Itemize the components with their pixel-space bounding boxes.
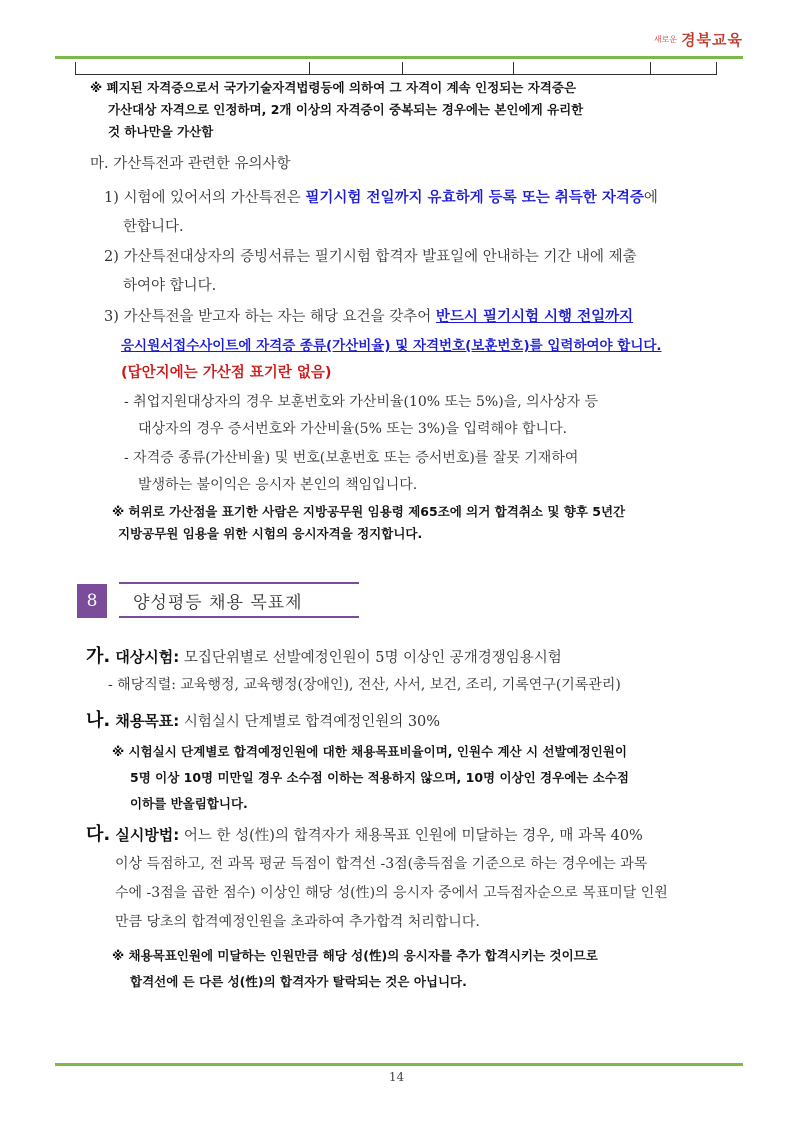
na-note (112, 739, 732, 817)
da-line: 만큼 당초의 합격예정인원을 초과하여 추가합격 처리합니다. (115, 914, 480, 930)
ma-item-1-highlight: 필기시험 전일까지 유효하게 등록 또는 취득한 자격증 (305, 190, 644, 206)
header-divider (55, 56, 743, 59)
cert-note-line: 것 하나만을 가산함 (108, 124, 214, 139)
ma-item-3-text: 3) 가산특전을 받고자 하는 자는 해당 요건을 갖추어 (104, 309, 436, 325)
ga-item (86, 642, 562, 673)
ga-marker: 가. (86, 646, 111, 667)
da-note (112, 943, 732, 995)
ma-item-1-text: 1) 시험에 있어서의 가산특전은 (104, 190, 306, 206)
ma-item-2: 2) 가산특전대상자의 증빙서류는 필기시험 합격자 발표일에 안내하는 기간 내에 제출 (104, 249, 637, 265)
ma-item-3-cont (121, 331, 662, 361)
ma-item-1-text: 에 (643, 190, 658, 206)
da-line: 이상 득점하고, 전 과목 평균 득점이 합격선 -3점(총득점을 기준으로 하는 경우에는 과목 (115, 856, 648, 872)
da-text: 어느 한 성(性)의 합격자가 채용목표 인원에 미달하는 경우, 매 과목 40% (179, 828, 643, 844)
ma-dash-2: - 자격증 종류(가산비율) 및 번호(보훈번호 또는 증서번호)를 잘못 기재하여 (124, 450, 579, 466)
ma-item-1-cont: 한합니다. (123, 219, 184, 235)
na-note-line: 5명 이상 10명 미만일 경우 소수점 이하는 적용하지 않으며, 10명 이상인 경우에는 소수점 (130, 770, 629, 785)
ma-item-3-red (121, 358, 332, 388)
page-number: 14 (388, 1070, 405, 1084)
section-title: 양성평등 채용 목표제 (119, 582, 359, 618)
na-note-line: 이하를 반올림합니다. (130, 796, 248, 811)
table-remnant (75, 62, 717, 75)
false-claim-note (112, 501, 732, 545)
ma-item-3-highlight: 반드시 필기시험 시행 전일까지 (435, 309, 634, 325)
na-item (86, 706, 440, 737)
ma-dash-1-cont: 대상자의 경우 증서번호와 가산비율(5% 또는 3%)을 입력해야 합니다. (138, 421, 568, 437)
footer-divider (55, 1063, 743, 1066)
na-label: 채용목표: (115, 712, 180, 730)
false-claim-line: ※ 허위로 가산점을 표기한 사람은 지방공무원 임용령 제65조에 의거 합격취소 및 향후 5년간 (112, 504, 626, 519)
ma-dash-2-cont: 발생하는 불이익은 응시자 본인의 책임입니다. (138, 477, 418, 493)
da-label: 실시방법: (115, 826, 180, 844)
da-line: 수에 -3점을 곱한 점수) 이상인 해당 성(性)의 응시자 중에서 고득점자순으로 목표미달 인원 (115, 885, 668, 901)
na-note-line: ※ 시험실시 단계별로 합격예정인원에 대한 채용목표비율이며, 인원수 계산 시 선발예정인원이 (112, 744, 627, 759)
na-marker: 나. (86, 710, 111, 731)
da-marker: 다. (86, 824, 111, 845)
ga-text: 모집단위별로 선발예정인원이 5명 이상인 공개경쟁임용시험 (179, 650, 562, 666)
ma-item-1 (104, 183, 724, 213)
ma-dash-1: - 취업지원대상자의 경우 보훈번호와 가산비율(10% 또는 5%)을, 의사상자 등 (124, 394, 599, 410)
section-number-badge: 8 (77, 584, 107, 618)
answer-sheet-note: (답안지에는 가산점 표기란 없음) (121, 365, 332, 381)
ma-item-3-highlight: 응시원서접수사이트에 자격증 종류(가산비율) 및 자격번호(보훈번호)를 입력하여야 합니다. (121, 338, 662, 354)
cert-note-line: ※ 폐지된 자격증으로서 국가기술자격법령등에 의하여 그 자격이 계속 인정되는 자격증은 (90, 80, 577, 95)
logo-small-text: 새로운 (653, 34, 678, 44)
logo-main-text: 경북교육 (681, 30, 743, 49)
na-text: 시험실시 단계별로 합격예정인원의 30% (179, 714, 441, 730)
da-item (86, 820, 643, 851)
da-note-line: 합격선에 든 다른 성(性)의 합격자가 탈락되는 것은 아닙니다. (130, 974, 467, 989)
false-claim-line: 지방공무원 임용을 위한 시험의 응시자격을 정지합니다. (118, 526, 423, 541)
section-ma-title: 마. 가산특전과 관련한 유의사항 (90, 156, 291, 172)
cert-note-line: 가산대상 자격으로 인정하며, 2개 이상의 자격증이 중복되는 경우에는 본인에게 유리한 (108, 102, 584, 117)
ga-sub: - 해당직렬: 교육행정, 교육행정(장애인), 전산, 사서, 보건, 조리, 기록연구(기록관리) (108, 677, 621, 693)
da-note-line: ※ 채용목표인원에 미달하는 인원만큼 해당 성(性)의 응시자를 추가 합격시키는 것이므로 (112, 948, 598, 963)
header-logo (654, 26, 743, 52)
ga-label: 대상시험: (115, 648, 180, 666)
ma-item-3 (104, 302, 724, 332)
cert-note (90, 77, 730, 143)
ma-item-2-cont: 하여야 합니다. (123, 278, 217, 294)
